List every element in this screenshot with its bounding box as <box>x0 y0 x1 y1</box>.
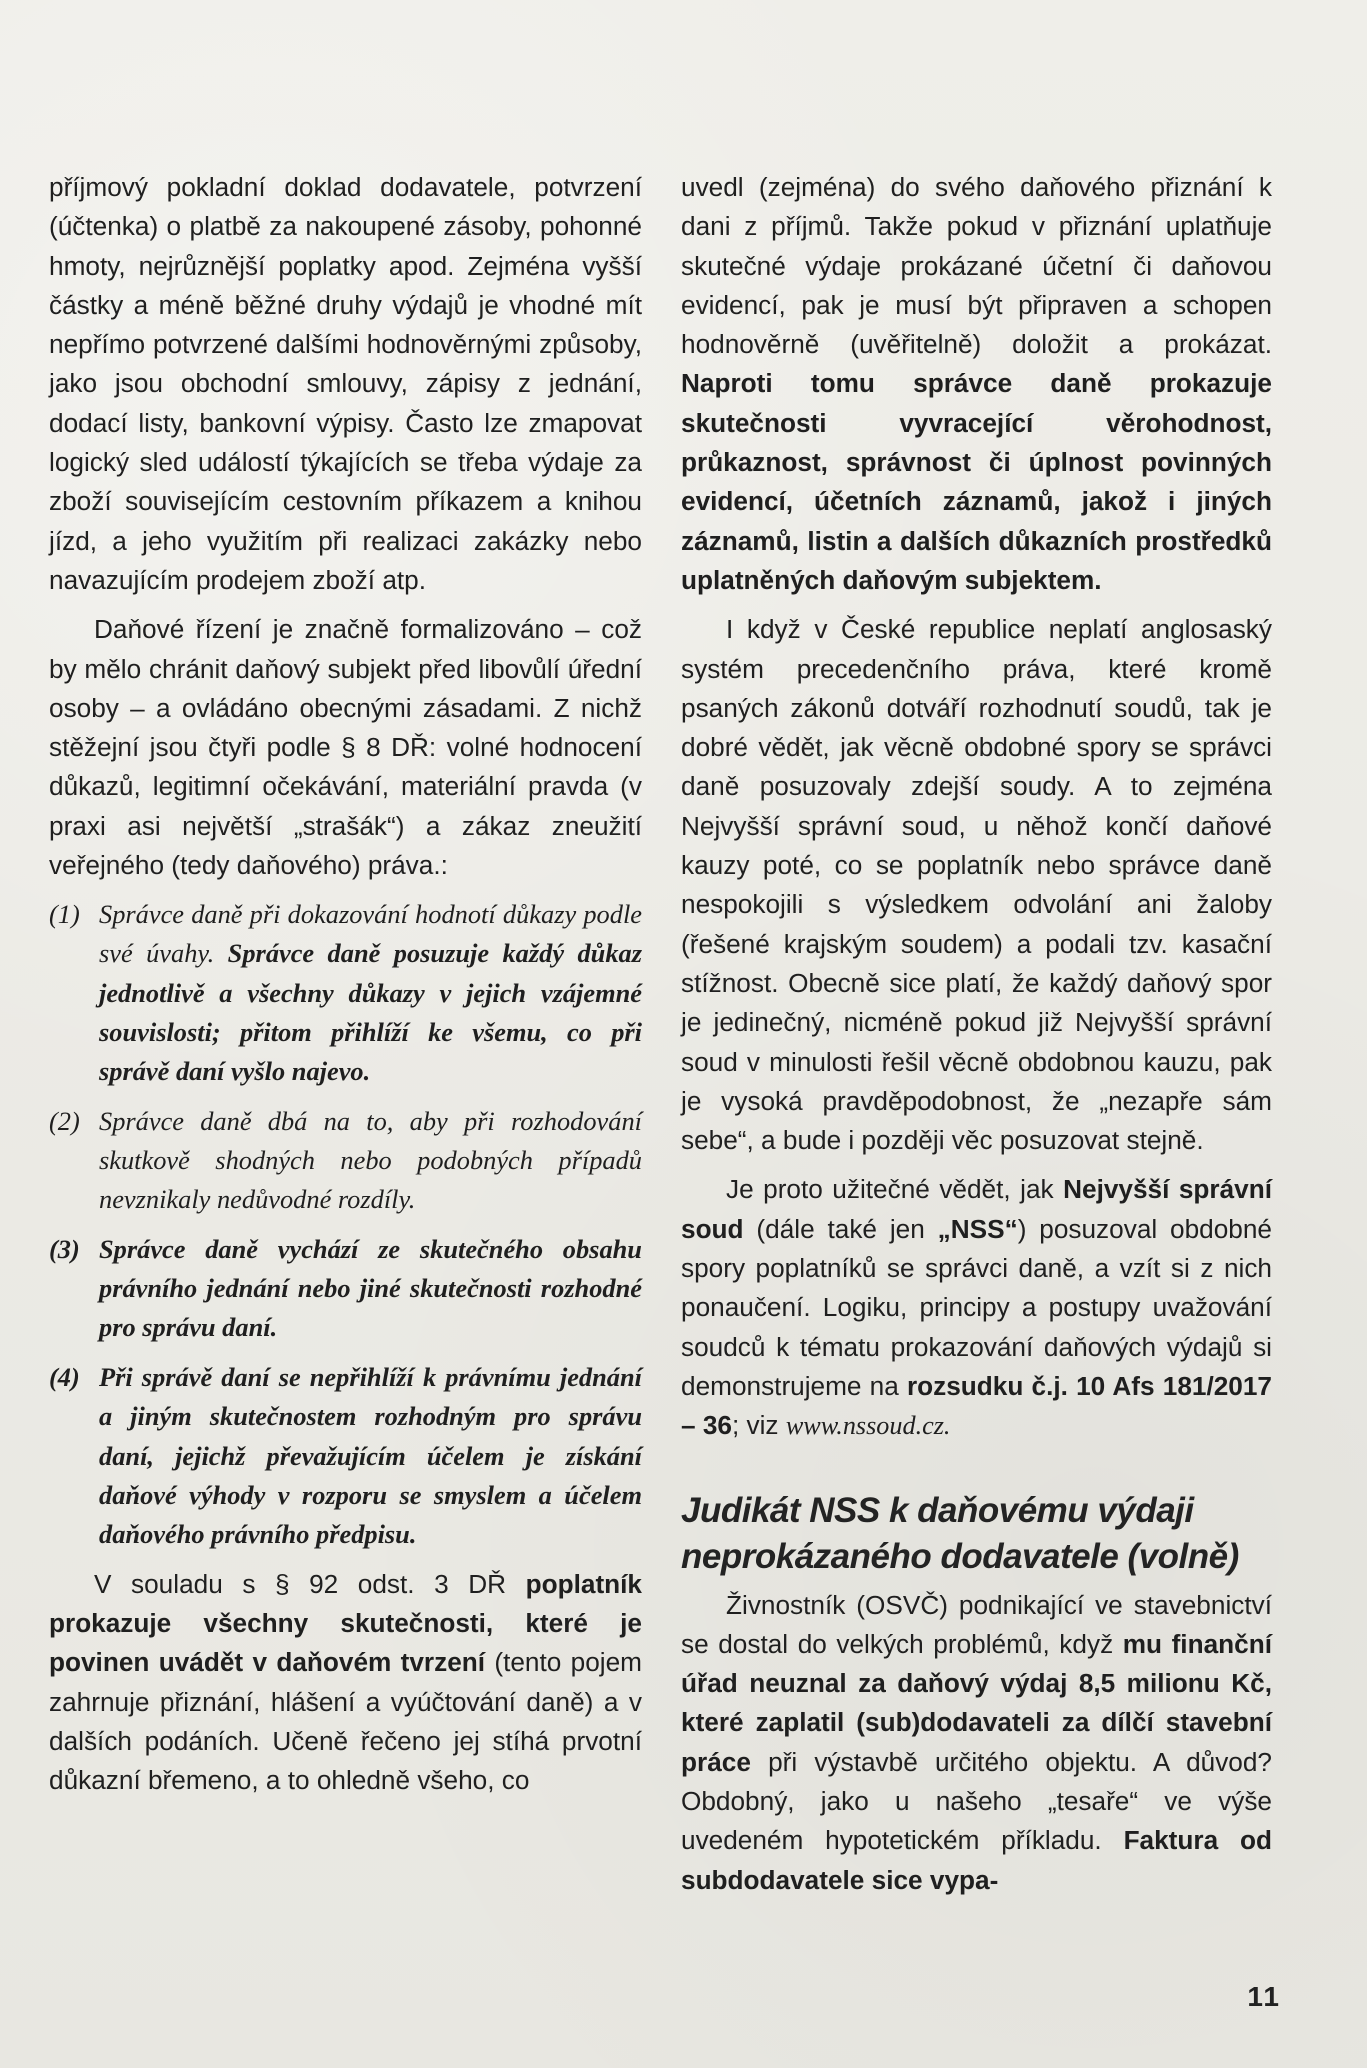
right-paragraph-3-prefix: Je proto užitečné vědět, jak <box>726 1174 1064 1205</box>
right-paragraph-4-prefix: Živnostník (OSVČ) podnikající ve stavebnictví se dostal do velkých problémů, když <box>681 1589 1272 1659</box>
principle-list-item-4 <box>49 1358 642 1553</box>
principle-number-3: (3) <box>49 1234 80 1265</box>
right-paragraph-1-bold: Naproti tomu správce daně prokazuje skutečnosti vyvracející věrohodnost, průkaznost, správnost či úplnost povinných evidencí, účetních záznamů, jakož i jiných záznamů, listin a dalších důkazních prostředků uplatněných daňovým subjektem. <box>681 368 1272 595</box>
right-paragraph-1-text: uvedl (zejména) do svého daňového přiznání k dani z příjmů. Takže pokud v přiznání uplatňuje skutečné výdaje prokázané účetní či daňovou evidencí, pak je musí být připraven a schopen hodnověrně (uvěřitelně) doložit a prokázat. <box>681 172 1272 360</box>
left-paragraph-3 <box>49 1565 642 1801</box>
left-paragraph-3-bold: poplatník prokazuje všechny skutečnosti, které je povinen uvádět v daňovém tvrzení <box>49 1568 642 1678</box>
left-paragraph-1: příjmový pokladní doklad dodavatele, potvrzení (účtenka) o platbě za nakoupené zásoby, pohonné hmoty, nejrůznější poplatky apod. Zejména vyšší částky a méně běžné druhy výdajů je vhodné mít nepřímo potvrzené dalšími hodnověrnými způsoby, jako jsou obchodní smlouvy, zápisy z jednání, dodací listy, bankovní výpisy. Často lze zmapovat logický sled událostí týkajících se třeba výdaje za zboží souvisejícím cestovním příkazem a knihou jízd, a jeho využitím při realizaci zakázky nebo navazujícím prodejem zboží atp. <box>49 172 642 595</box>
principle-text-bold-1: Správce daně posuzuje každý důkaz jednotlivě a všechny důkazy v jejich vzájemné souvislosti; přitom přihlíží ke všemu, co při správě daní vyšlo najevo. <box>99 938 642 1086</box>
principle-number-1: (1) <box>49 899 80 930</box>
nssoud-link[interactable]: www.nssoud.cz. <box>785 1411 951 1441</box>
right-paragraph-3-mid-2: ) posuzoval obdobné spory poplatníků se správci daně, a vzít si z nich ponaučení. Logiku, principy a postupy uvažování soudců k tématu prokazování daňových výdajů si demonstrujeme na <box>681 1213 1272 1401</box>
left-paragraph-3-prefix: V souladu s § 92 odst. 3 DŘ <box>94 1568 526 1599</box>
left-paragraph-2: Daňové řízení je značně formalizováno – což by mělo chránit daňový subjekt před libovůlí úřední osoby – a ovládáno obecnými zásadami. Z nichž stěžejní jsou čtyři podle § 8 DŘ: volné hodnocení důkazů, legitimní očekávání, materiální pravda (v praxi asi největší „strašák“) a zákaz zneužití veřejného (tedy daňového) práva.: <box>49 614 642 881</box>
left-paragraph-3-suffix: (tento pojem zahrnuje přiznání, hlášení a vyúčtování daně) a v dalších podáních. Učeně řečeno jej stíhá prvotní důkazní břemeno, a to ohledně všeho, co <box>49 1647 642 1796</box>
principle-text-italic-1: Správce daně při dokazování hodnotí důkazy podle své úvahy. <box>99 899 642 969</box>
right-paragraph-3-mid-3: ; viz <box>731 1410 786 1441</box>
principle-text-2: Správce daně dbá na to, aby při rozhodování skutkově shodných nebo podobných případů nevznikaly nedůvodné rozdíly. <box>99 1105 642 1214</box>
principle-text-3: Správce daně vychází ze skutečného obsahu právního jednání nebo jiné skutečnosti rozhodné pro správu daní. <box>99 1234 642 1343</box>
right-paragraph-4 <box>681 1586 1272 1900</box>
right-paragraph-4-bold-1: mu finanční úřad neuznal za daňový výdaj 8,5 milionu Kč, které zaplatil (sub)dodavateli za dílčí stavební práce <box>681 1628 1272 1777</box>
right-paragraph-4-bold-2: Faktura od subdodavatele sice vypa- <box>681 1825 1272 1895</box>
principle-text-4: Při správě daní se nepřihlíží k právnímu jednání a jiným skutečnostem rozhodným pro správu daní, jejichž převažujícím účelem je získání daňové výhody v rozporu se smyslem a účelem daňového právního předpisu. <box>99 1362 642 1549</box>
right-paragraph-3 <box>681 1170 1272 1445</box>
left-column <box>49 168 642 1811</box>
section-heading: Judikát NSS k daňovému výdaji neprokázaného dodavatele (volně) <box>681 1490 1239 1576</box>
right-paragraph-3-bold-1: Nejvyšší správní soud <box>681 1174 1273 1244</box>
principle-list-item-3 <box>49 1230 642 1347</box>
right-paragraph-4-mid-1: při výstavbě určitého objektu. A důvod? Obdobný, jako u našeho „tesaře“ ve výše uvedeném hypotetickém příkladu. <box>681 1746 1272 1856</box>
page-number: 11 <box>1247 1981 1281 2012</box>
principle-number-4: (4) <box>49 1362 80 1393</box>
right-paragraph-3-bold-2: „NSS“ <box>937 1213 1018 1244</box>
right-paragraph-3-mid-1: (dále také jen <box>743 1213 938 1244</box>
right-column <box>681 168 1272 1910</box>
right-paragraph-2: I když v České republice neplatí anglosaský systém precedenčního práva, které kromě psaných zákonů dotváří rozhodnutí soudů, tak je dobré vědět, jak věcně obdobné spory se správci daně posuzovaly zdejší soudy. A to zejména Nejvyšší správní soud, u něhož končí daňové kauzy poté, co se poplatník nebo správce daně nespokojili s výsledkem odvolání ani žaloby (řešené krajským soudem) a podali tzv. kasační stížnost. Obecně sice platí, že každý daňový spor je jedinečný, nicméně pokud již Nejvyšší správní soud v minulosti řešil věcně obdobnou kauzu, pak je vysoká pravděpodobnost, že „nezapře sám sebe“, a bude i později věc posuzovat stejně. <box>681 614 1272 1156</box>
right-paragraph-1 <box>681 168 1272 600</box>
principle-list-item-1 <box>49 895 642 1090</box>
right-paragraph-3-bold-3: rozsudku č.j. 10 Afs 181/2017 – 36 <box>681 1370 1272 1441</box>
principle-list-item-2 <box>49 1102 642 1219</box>
principle-number-2: (2) <box>49 1105 80 1136</box>
